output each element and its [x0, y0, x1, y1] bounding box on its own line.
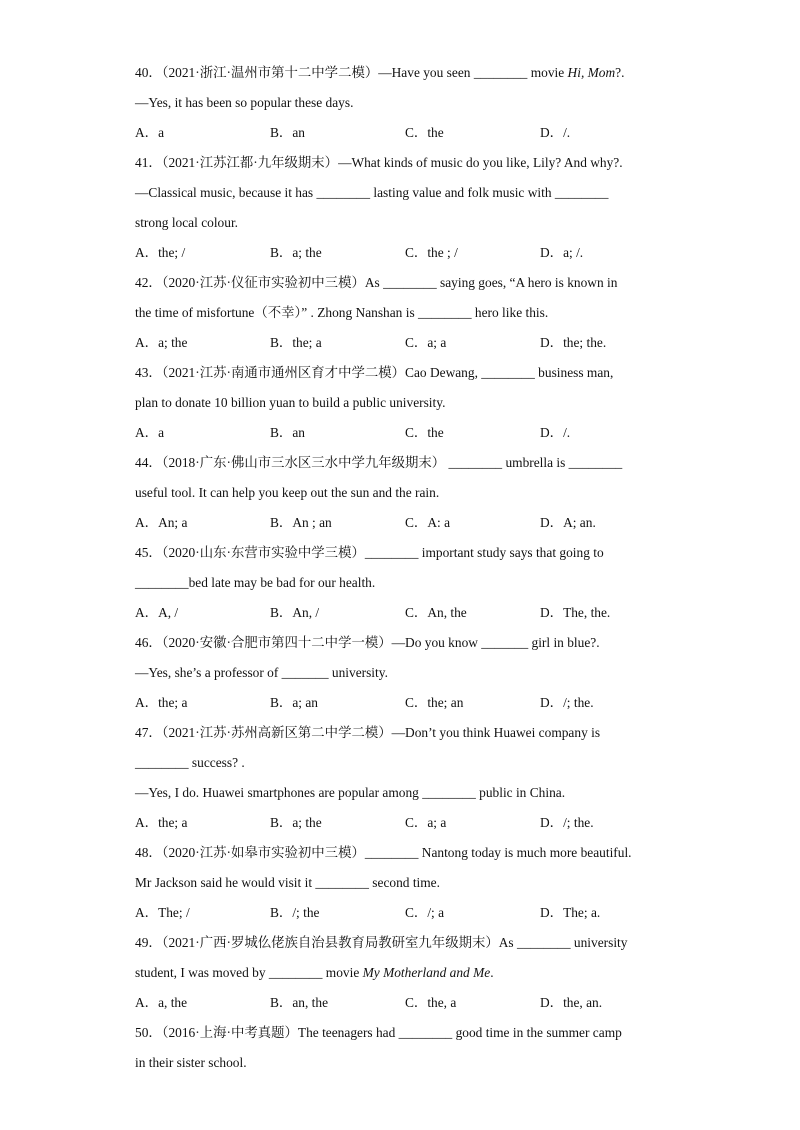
movie-title: My Motherland and Me [362, 965, 491, 980]
option-text: a; a [427, 335, 447, 350]
question-first-line [135, 842, 675, 872]
answer-options [135, 512, 675, 542]
answer-options [135, 122, 675, 152]
option-text: The, the. [563, 605, 611, 620]
answer-options [135, 992, 675, 1022]
question-text: —Don’t you think Huawei company is [391, 725, 601, 740]
option-text: The; / [158, 905, 190, 920]
question-line [135, 392, 675, 422]
question-text: Cao Dewang, ________ business man, [405, 365, 614, 380]
question-text: ________ Nantong today is much more beautiful. [364, 845, 632, 860]
option-letter: B． [270, 995, 293, 1010]
option-letter: A． [135, 515, 159, 530]
question-text: —Do you know _______ girl in blue?. [391, 635, 600, 650]
answer-option[interactable] [135, 332, 270, 362]
question-first-line [135, 632, 675, 662]
option-letter: C． [405, 995, 428, 1010]
question-source: （2021·浙江·温州市第十二中学二模） [161, 65, 379, 80]
option-letter: D． [540, 815, 564, 830]
question-source: （2021·广西·罗城仫佬族自治县教育局教研室九年级期末） [161, 935, 499, 950]
question-source: （2020·江苏·仪征市实验初中三模） [161, 275, 365, 290]
answer-option[interactable] [540, 902, 675, 932]
question-list [135, 62, 675, 1082]
question-line [135, 482, 675, 512]
answer-option[interactable] [270, 512, 405, 542]
question-text: ________bed late may be bad for our health. [135, 575, 376, 590]
answer-option[interactable] [540, 242, 675, 272]
question-line [135, 92, 675, 122]
answer-option[interactable] [540, 692, 675, 722]
question-text: —What kinds of music do you like, Lily? And why?. [338, 155, 623, 170]
question-text: ________ success? . [135, 755, 245, 770]
answer-option[interactable] [270, 992, 405, 1022]
question-text: plan to donate 10 billion yuan to build a public university. [135, 395, 446, 410]
question-block [135, 722, 675, 842]
option-letter: C． [405, 125, 428, 140]
option-letter: C． [405, 335, 428, 350]
question-line [135, 212, 675, 242]
option-letter: D． [540, 425, 564, 440]
answer-options [135, 332, 675, 362]
question-text: the time of misfortune（不幸）” . Zhong Nanshan is ________ hero like this. [135, 305, 549, 320]
question-text: in their sister school. [135, 1055, 247, 1070]
option-letter: A． [135, 125, 159, 140]
option-letter: B． [270, 245, 293, 260]
question-text: student, I was moved by ________ movie [135, 965, 363, 980]
answer-option[interactable] [405, 122, 540, 152]
question-line [135, 782, 675, 812]
answer-option[interactable] [270, 902, 405, 932]
question-block [135, 932, 675, 1022]
option-text: the [427, 125, 444, 140]
option-letter: B． [270, 125, 293, 140]
option-letter: A． [135, 905, 159, 920]
option-text: A, / [158, 605, 179, 620]
question-text: ________ important study says that going to [364, 545, 604, 560]
question-line [135, 182, 675, 212]
option-text: An, the [427, 605, 467, 620]
question-line [135, 962, 675, 992]
option-text: the; a [292, 335, 322, 350]
option-text: an, the [292, 995, 329, 1010]
answer-option[interactable] [540, 512, 675, 542]
question-text: The teenagers had ________ good time in the summer camp [297, 1025, 622, 1040]
option-letter: D． [540, 995, 564, 1010]
question-block [135, 152, 675, 272]
option-letter: D． [540, 125, 564, 140]
answer-option[interactable] [405, 332, 540, 362]
option-text: a; the [292, 815, 322, 830]
question-text-tail: ?. [615, 65, 625, 80]
option-text: An ; an [292, 515, 332, 530]
question-line [135, 662, 675, 692]
question-block [135, 272, 675, 362]
question-source: （2021·江苏·苏州高新区第二中学二模） [161, 725, 392, 740]
answer-option[interactable] [405, 602, 540, 632]
option-text: the, an. [563, 995, 603, 1010]
option-letter: C． [405, 425, 428, 440]
option-text: an [292, 125, 305, 140]
answer-option[interactable] [405, 812, 540, 842]
question-block [135, 542, 675, 632]
question-source: （2021·江苏·南通市通州区育才中学二模） [161, 365, 406, 380]
option-letter: A． [135, 335, 159, 350]
answer-option[interactable] [135, 992, 270, 1022]
answer-option[interactable] [405, 512, 540, 542]
question-line [135, 572, 675, 602]
option-text: /; the. [563, 695, 594, 710]
answer-option[interactable] [135, 902, 270, 932]
question-block [135, 842, 675, 932]
question-first-line [135, 1022, 675, 1052]
option-text: An; a [158, 515, 188, 530]
answer-option[interactable] [270, 692, 405, 722]
answer-options [135, 902, 675, 932]
question-number: 42． [135, 275, 162, 290]
answer-option[interactable] [405, 902, 540, 932]
option-text: a; a [427, 815, 447, 830]
option-letter: C． [405, 605, 428, 620]
question-first-line [135, 362, 675, 392]
question-source: （2020·江苏·如皋市实验初中三模） [161, 845, 365, 860]
question-first-line [135, 62, 675, 92]
question-text: —Yes, it has been so popular these days. [135, 95, 354, 110]
answer-option[interactable] [135, 812, 270, 842]
question-block [135, 1022, 675, 1082]
question-text: —Have you seen ________ movie [378, 65, 568, 80]
answer-options [135, 692, 675, 722]
option-letter: C． [405, 815, 428, 830]
option-letter: B． [270, 695, 293, 710]
question-block [135, 452, 675, 542]
question-text: —Yes, I do. Huawei smartphones are popular among ________ public in China. [135, 785, 566, 800]
answer-option[interactable] [405, 242, 540, 272]
question-number: 43． [135, 365, 162, 380]
question-block [135, 632, 675, 722]
answer-option[interactable] [540, 602, 675, 632]
answer-options [135, 242, 675, 272]
answer-option[interactable] [540, 992, 675, 1022]
question-text: —Classical music, because it has ________ lasting value and folk music with ________ [135, 185, 609, 200]
answer-option[interactable] [270, 812, 405, 842]
option-text: a; an [292, 695, 318, 710]
question-number: 50． [135, 1025, 162, 1040]
option-letter: B． [270, 335, 293, 350]
option-text: the; / [158, 245, 186, 260]
option-letter: D． [540, 245, 564, 260]
option-letter: D． [540, 515, 564, 530]
question-text: strong local colour. [135, 215, 239, 230]
option-letter: A． [135, 995, 159, 1010]
answer-option[interactable] [270, 332, 405, 362]
option-letter: B． [270, 605, 293, 620]
option-text: the; a [158, 815, 188, 830]
answer-option[interactable] [270, 242, 405, 272]
option-letter: B． [270, 425, 293, 440]
option-letter: D． [540, 905, 564, 920]
option-text: An, / [292, 605, 320, 620]
option-letter: A． [135, 605, 159, 620]
option-letter: B． [270, 905, 293, 920]
question-source: （2018·广东·佛山市三水区三水中学九年级期末） [161, 455, 446, 470]
answer-option[interactable] [540, 122, 675, 152]
option-text: a; /. [563, 245, 584, 260]
question-first-line [135, 452, 675, 482]
option-letter: D． [540, 335, 564, 350]
answer-option[interactable] [540, 422, 675, 452]
answer-option[interactable] [270, 122, 405, 152]
answer-option[interactable] [405, 992, 540, 1022]
answer-options [135, 602, 675, 632]
option-letter: B． [270, 815, 293, 830]
question-first-line [135, 152, 675, 182]
option-text: /. [563, 425, 571, 440]
option-text: an [292, 425, 305, 440]
question-first-line [135, 272, 675, 302]
question-text: —Yes, she’s a professor of _______ university. [135, 665, 388, 680]
option-text: A: a [427, 515, 451, 530]
question-number: 41． [135, 155, 162, 170]
question-line [135, 1052, 675, 1082]
question-number: 47． [135, 725, 162, 740]
question-number: 44． [135, 455, 162, 470]
option-letter: A． [135, 425, 159, 440]
question-text: As ________ saying goes, “A hero is known in [364, 275, 618, 290]
option-text: a; the [292, 245, 322, 260]
question-block [135, 362, 675, 452]
question-source: （2020·安徽·合肥市第四十二中学一模） [161, 635, 392, 650]
option-text: a, the [158, 995, 188, 1010]
answer-option[interactable] [270, 602, 405, 632]
answer-option[interactable] [135, 602, 270, 632]
option-text: the; the. [563, 335, 607, 350]
option-text: the ; / [427, 245, 458, 260]
question-first-line [135, 542, 675, 572]
option-text: /. [563, 125, 571, 140]
question-number: 45． [135, 545, 162, 560]
question-source: （2016·上海·中考真题） [161, 1025, 298, 1040]
answer-option[interactable] [540, 812, 675, 842]
question-text: useful tool. It can help you keep out the sun and the rain. [135, 485, 440, 500]
option-text: the [427, 425, 444, 440]
option-text: a; the [158, 335, 188, 350]
question-line [135, 752, 675, 782]
answer-option[interactable] [405, 692, 540, 722]
answer-option[interactable] [270, 422, 405, 452]
question-number: 40． [135, 65, 162, 80]
option-letter: C． [405, 695, 428, 710]
option-letter: C． [405, 245, 428, 260]
movie-title: Hi, Mom [567, 65, 616, 80]
question-number: 48． [135, 845, 162, 860]
answer-option[interactable] [135, 512, 270, 542]
question-block [135, 62, 675, 152]
question-text-tail: . [490, 965, 494, 980]
option-text: a [158, 425, 165, 440]
question-text: ________ umbrella is ________ [445, 455, 623, 470]
question-source: （2021·江苏江都·九年级期末） [161, 155, 339, 170]
answer-option[interactable] [405, 422, 540, 452]
answer-option[interactable] [540, 332, 675, 362]
answer-options [135, 422, 675, 452]
option-text: the, a [427, 995, 457, 1010]
question-text: Mr Jackson said he would visit it ________ second time. [135, 875, 440, 890]
option-text: A; an. [563, 515, 596, 530]
question-first-line [135, 722, 675, 752]
option-letter: D． [540, 605, 564, 620]
question-number: 49． [135, 935, 162, 950]
option-letter: A． [135, 815, 159, 830]
option-letter: D． [540, 695, 564, 710]
answer-option[interactable] [135, 242, 270, 272]
option-text: The; a. [563, 905, 601, 920]
answer-option[interactable] [135, 122, 270, 152]
question-text: As ________ university [498, 935, 628, 950]
option-text: /; the [292, 905, 320, 920]
option-text: a [158, 125, 165, 140]
answer-option[interactable] [135, 692, 270, 722]
option-text: /; a [427, 905, 445, 920]
question-first-line [135, 932, 675, 962]
option-text: the; an [427, 695, 464, 710]
option-text: the; a [158, 695, 188, 710]
question-line [135, 872, 675, 902]
option-letter: A． [135, 245, 159, 260]
question-source: （2020·山东·东营市实验中学三模） [161, 545, 365, 560]
answer-options [135, 812, 675, 842]
option-text: /; the. [563, 815, 594, 830]
option-letter: A． [135, 695, 159, 710]
question-number: 46． [135, 635, 162, 650]
option-letter: C． [405, 515, 428, 530]
question-line [135, 302, 675, 332]
option-letter: C． [405, 905, 428, 920]
answer-option[interactable] [135, 422, 270, 452]
option-letter: B． [270, 515, 293, 530]
